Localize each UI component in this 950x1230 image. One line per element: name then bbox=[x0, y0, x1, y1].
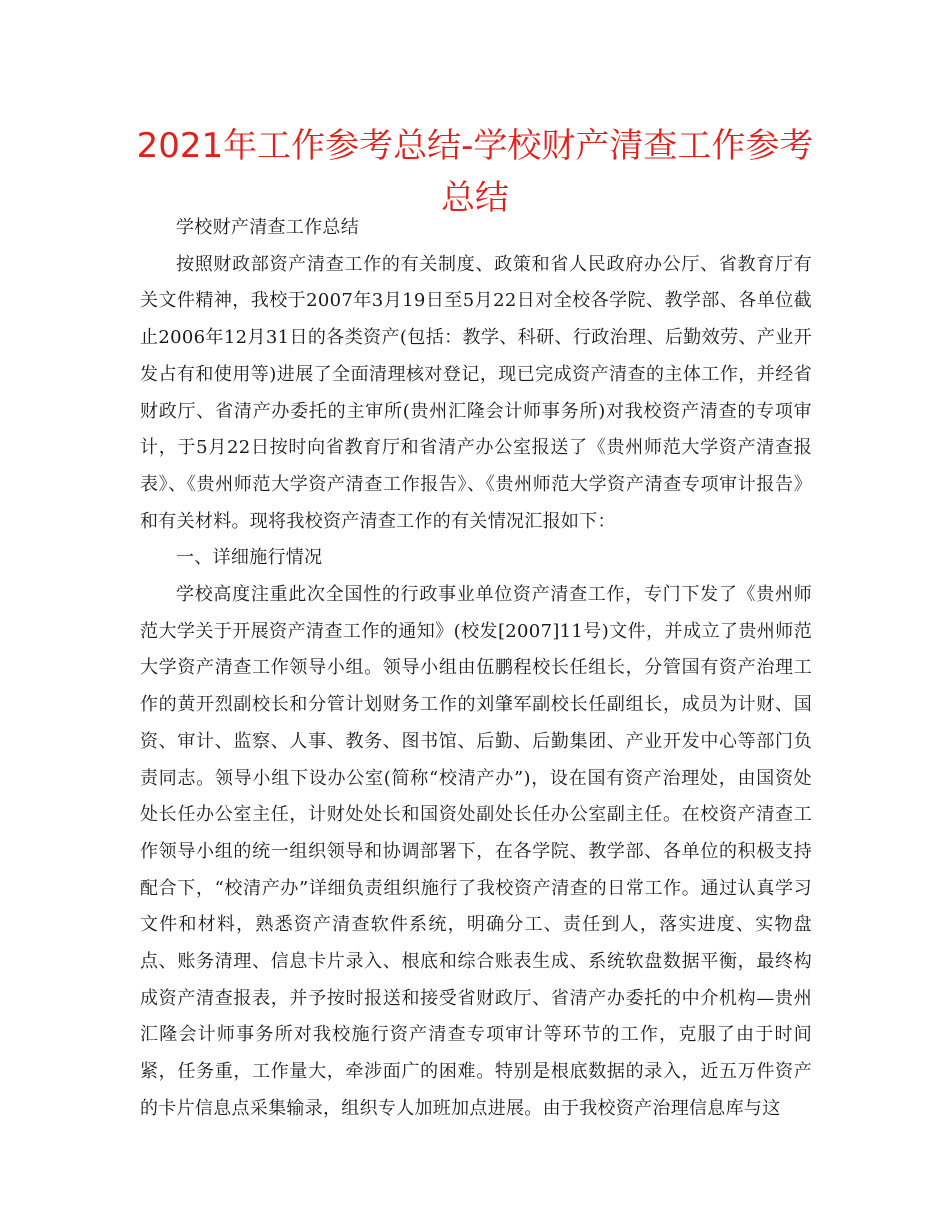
document-title: 2021年工作参考总结-学校财产清查工作参考总结 bbox=[136, 126, 814, 218]
subtitle-paragraph: 学校财产清查工作总结 bbox=[176, 217, 359, 238]
document-body bbox=[140, 210, 812, 1128]
section-heading: 一、详细施行情况 bbox=[176, 547, 323, 569]
intro-paragraph: 按照财政部资产清查工作的有关制度、政策和省人民政府办公厅、省教育厅有关文件精神，我校于2007年3月19日至5月22日对全校各学院、教学部、各单位截止2006年12月31日的各类资产(包括：教学、科研、行政治理、后勤效劳、产业开发占有和使用等)进展了全面清理核对登记，现已完成资产清查的主体工作，并经省财政厅、省清产办委托的主审所(贵州汇隆会计师事务所)对我校资产清查的专项审计，于5月22日按时向省教育厅和省清产办公室报送了《贵州师范大学资产清查报表》、《贵州师范大学资产清查工作报告》、《贵州师范大学资产清查专项审计报告》和有关材料。现将我校资产清查工作的有关情况汇报如下： bbox=[140, 253, 812, 532]
body-paragraph: 学校高度注重此次全国性的行政事业单位资产清查工作，专门下发了《贵州师范大学关于开展资产清查工作的通知》(校发[2007]11号)文件，并成立了贵州师范大学资产清查工作领导小组。领导小组由伍鹏程校长任组长，分管国有资产治理工作的黄开烈副校长和分管计划财务工作的刘肇军副校长任副组长，成员为计财、国资、审计、监察、人事、教务、图书馆、后勤、后勤集团、产业开发中心等部门负责同志。领导小组下设办公室(简称“校清产办”)，设在国有资产治理处，由国资处处长任办公室主任，计财处处长和国资处副处长任办公室副主任。在校资产清查工作领导小组的统一组织领导和协调部署下，在各学院、教学部、各单位的积极支持配合下，“校清产办”详细负责组织施行了我校资产清查的日常工作。通过认真学习文件和材料，熟悉资产清查软件系统，明确分工、责任到人，落实进度、实物盘点、账务清理、信息卡片录入、根底和综合账表生成、系统软盘数据平衡，最终构成资产清查报表，并予按时报送和接受省财政厅、省清产办委托的中介机构—贵州汇隆会计师事务所对我校施行资产清查专项审计等环节的工作，克服了由于时间紧，任务重，工作量大，牵涉面广的困难。特别是根底数据的录入，近五万件资产的卡片信息点采集输录，组织专人加班加点进展。由于我校资产治理信息库与这 bbox=[140, 584, 812, 1119]
